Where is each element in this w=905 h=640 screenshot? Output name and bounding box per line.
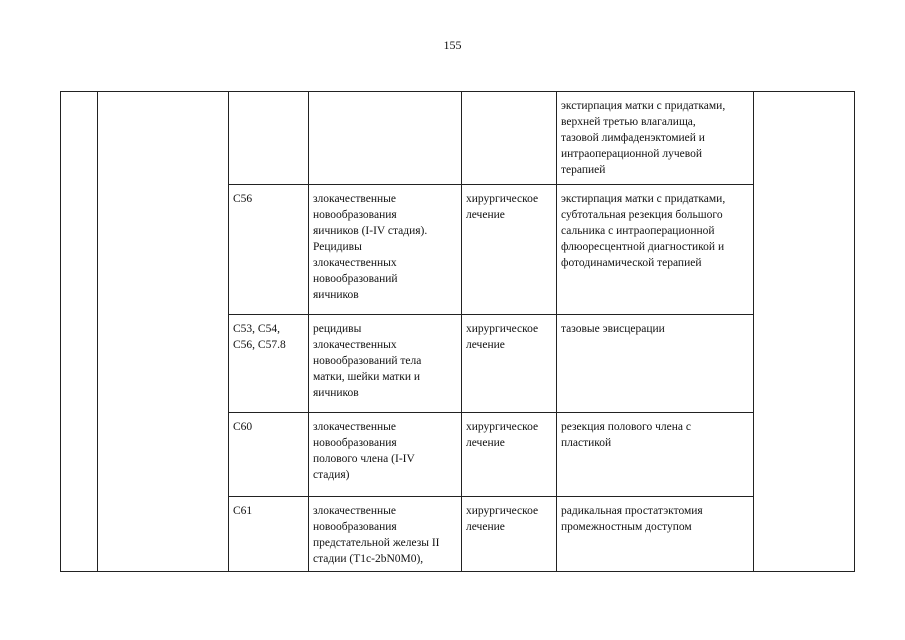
cell-treatment-type [462,92,557,185]
cell-method: резекция полового члена с пластикой [557,413,754,497]
cell-number [61,92,98,572]
cell-diagnosis: злокачественные новообразования яичников (I-IV стадия). Рецидивы злокачественных новообразований яичников [309,185,462,315]
cell-code [229,92,309,185]
cell-code: C56 [229,185,309,315]
cell-treatment-type: хирургическое лечение [462,185,557,315]
table-row [61,92,855,185]
cell-treatment-type: хирургическое лечение [462,315,557,413]
cell-treatment-type: хирургическое лечение [462,413,557,497]
cell-code: C53, C54, C56, C57.8 [229,315,309,413]
page-number: 155 [443,38,462,52]
cell-diagnosis: рецидивы злокачественных новообразований тела матки, шейки матки и яичников [309,315,462,413]
cell-method: экстирпация матки с придатками, верхней третью влагалища, тазовой лимфаденэктомией и интраоперационной лучевой терапией [557,92,754,185]
cell-diagnosis [309,92,462,185]
cell-profile [98,92,229,572]
cell-code: C61 [229,497,309,572]
cell-method: экстирпация матки с придатками, субтотальная резекция большого сальника с интраоперационной флюоресцентной диагностикой и фотодинамической терапией [557,185,754,315]
cell-treatment-type: хирургическое лечение [462,497,557,572]
cell-code: C60 [229,413,309,497]
cell-cost [754,92,855,572]
cell-diagnosis: злокачественные новообразования полового члена (I-IV стадия) [309,413,462,497]
cell-method: радикальная простатэктомия промежностным доступом [557,497,754,572]
cell-diagnosis: злокачественные новообразования предстательной железы II стадии (T1c-2bN0M0), [309,497,462,572]
medical-care-table [60,91,855,572]
cell-method: тазовые эвисцерации [557,315,754,413]
